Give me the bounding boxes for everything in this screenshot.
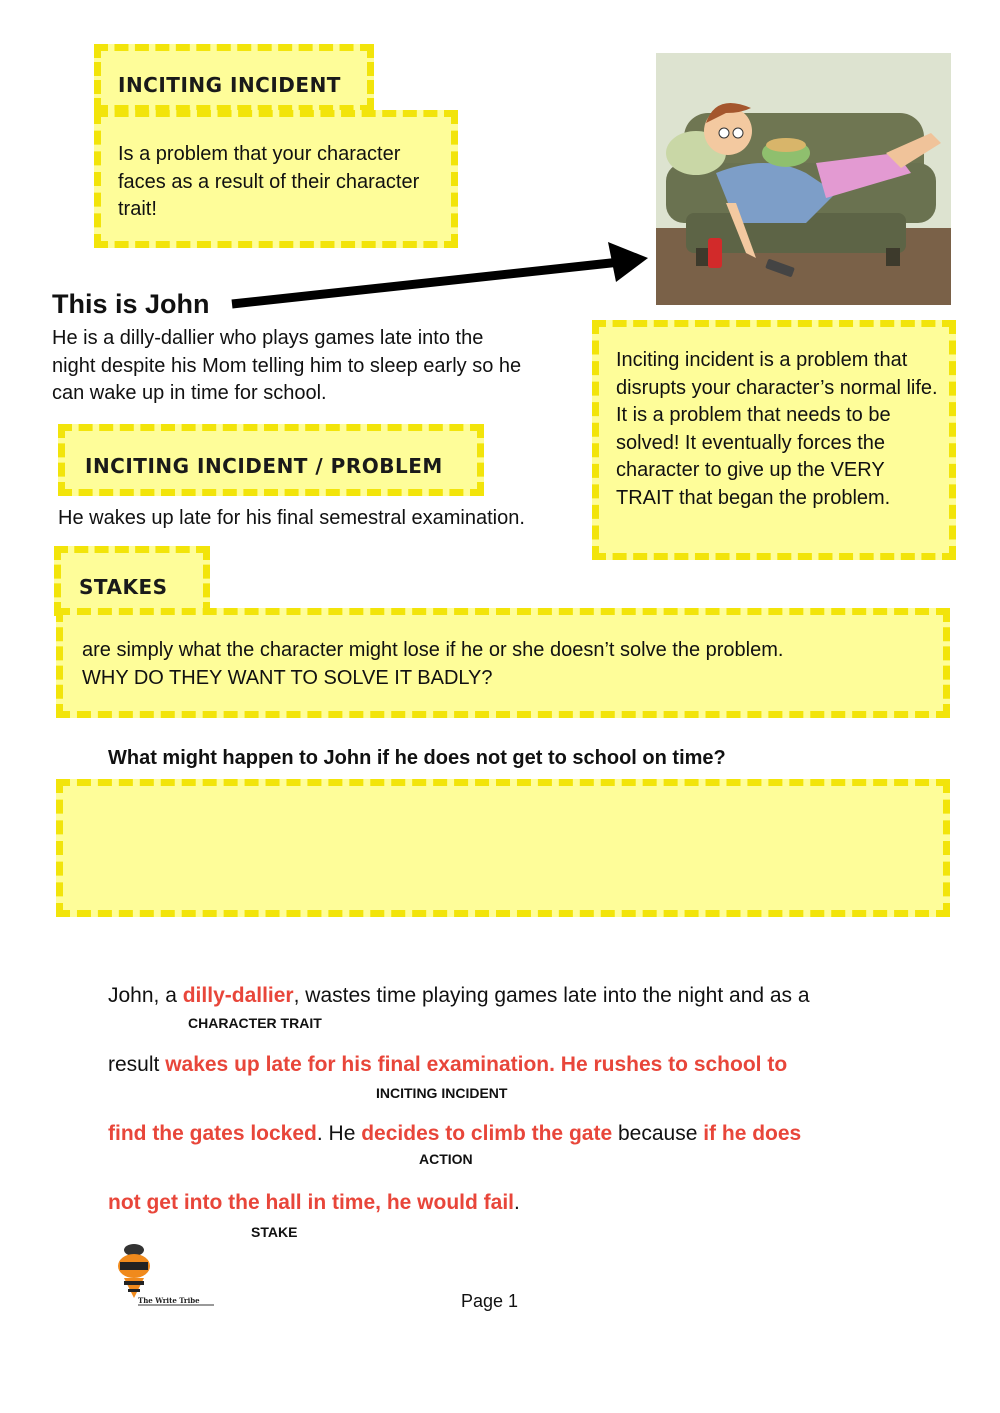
inciting-incident-definition: Is a problem that your character faces as a result of their character trait! [118,143,420,220]
story-text: . [514,1191,520,1214]
story-action: decides to climb the gate [361,1122,613,1145]
arrow-to-illustration [228,236,658,316]
john-description: He is a dilly-dallier who plays games late into the night despite his Mom telling him to sleep early so he can wake up in time for school. [52,327,522,404]
tag-inciting-incident: INCITING INCIDENT [376,1085,508,1101]
story-text: , wastes time playing games late into the night and as a [293,984,810,1007]
story-text: John, a [108,984,183,1007]
story-stake: if he does [703,1122,802,1145]
question-text: What might happen to John if he does not get to school on time? [108,747,726,769]
write-tribe-logo [108,1236,218,1308]
story-line-3 [108,1122,801,1146]
stakes-heading: STAKES [79,575,168,599]
story-inciting-incident: wakes up late for his final examination. He rushes to school to [165,1053,788,1076]
story-inciting-incident-cont: find the gates locked [108,1122,317,1145]
inciting-incident-definition-box [94,110,458,248]
tag-action: ACTION [419,1151,473,1167]
problem-heading-box [58,424,484,496]
stakes-definition-box [56,608,950,718]
tag-character-trait: CHARACTER TRAIT [188,1015,322,1031]
stakes-heading-box [54,546,210,616]
story-text: because [612,1122,704,1145]
answer-box[interactable] [56,779,950,917]
story-text: result [108,1053,166,1076]
problem-text: He wakes up late for his final semestral examination. [58,507,525,529]
story-line-1 [108,984,810,1008]
story-stake-cont: not get into the hall in time, he would fail [108,1191,514,1214]
inciting-incident-explanation: Inciting incident is a problem that disrupts your character’s normal life. It is a problem that needs to be solved! It eventually forces the character to give up the VERY TRAIT that began the problem. [616,349,938,509]
story-text: . He [316,1122,362,1145]
stakes-definition-line2: WHY DO THEY WANT TO SOLVE IT BADLY? [82,667,493,689]
story-line-2 [108,1053,787,1077]
svg-text:The Write Tribe: The Write Tribe [138,1296,200,1305]
tag-stake: STAKE [251,1224,298,1240]
story-line-4 [108,1191,520,1215]
stakes-definition-line1: are simply what the character might lose if he or she doesn’t solve the problem. [82,639,784,661]
inciting-incident-explanation-box [592,320,956,560]
story-character-trait: dilly-dallier [182,984,294,1007]
problem-heading: INCITING INCIDENT / PROBLEM [85,454,443,478]
inciting-incident-heading-box [94,44,374,112]
inciting-incident-heading: INCITING INCIDENT [118,73,341,97]
john-couch-illustration [656,53,951,305]
page-number: Page 1 [461,1291,519,1311]
john-title: This is John [52,289,210,319]
